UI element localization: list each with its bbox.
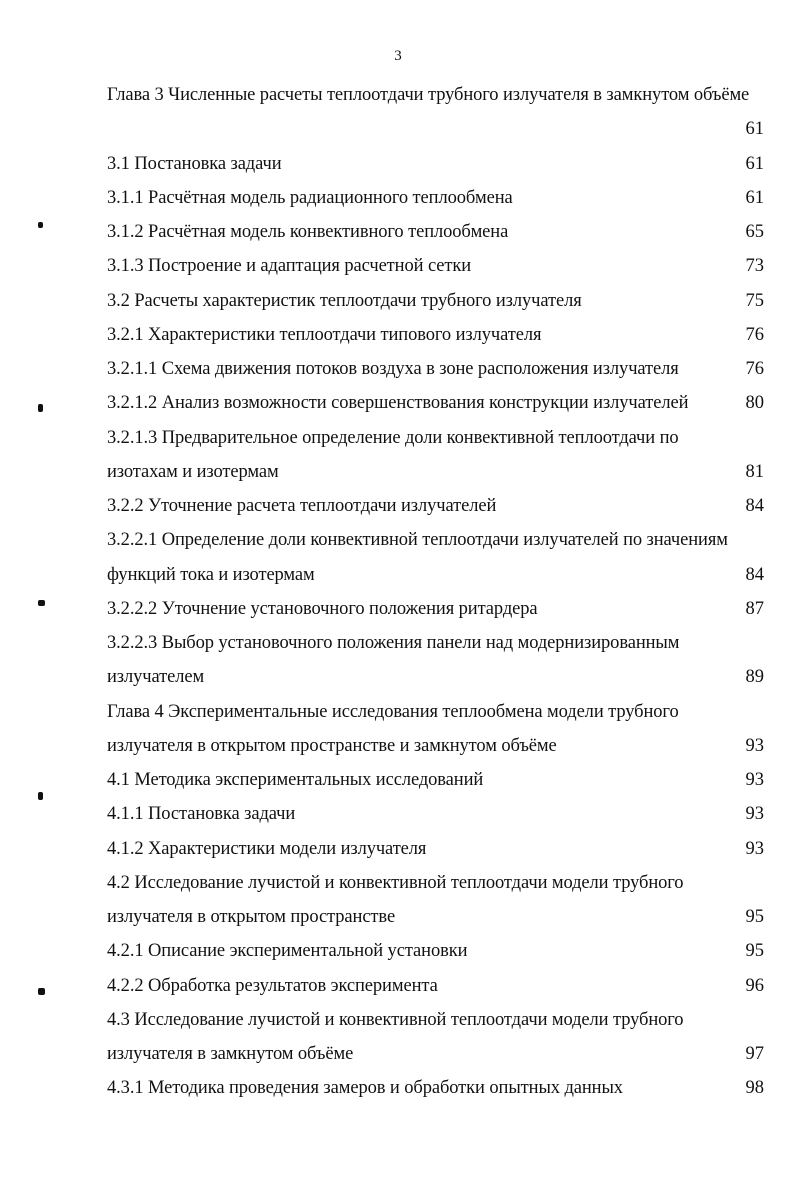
toc-entry-page: 80 [745,393,764,414]
toc-entry-text: 4.2.2 Обработка результатов эксперимента [107,975,438,996]
toc-entry-page: 84 [745,564,764,585]
toc-entry-text: 3.2 Расчеты характеристик теплоотдачи трубного излучателя [107,290,582,311]
toc-entry-page: 95 [745,941,764,962]
toc-entry-text: 3.2.2 Уточнение расчета теплоотдачи излучателей [107,496,497,516]
toc-entry-text: 4.3.1 Методика проведения замеров и обработки опытных данных [107,1078,623,1099]
toc-entry-text: функций тока и изотермам [107,564,315,585]
toc-entry-page: 61 [745,187,764,208]
toc-entry-page: 61 [745,119,764,140]
scan-mark [38,600,45,606]
toc-entry-page: 65 [745,222,764,242]
toc-entry-page: 73 [745,256,764,277]
toc-entry-page: 87 [745,598,764,619]
toc-entry-text: 4.1.1 Постановка задачи [107,804,296,825]
toc-entry-text: 3.2.2.2 Уточнение установочного положения ритардера [107,598,538,619]
toc-entry-text: излучателя в замкнутом объёме [107,1044,354,1064]
toc-entry-text: 3.1.3 Построение и адаптация расчетной сетки [107,256,472,277]
toc-entry-page: 93 [745,735,764,756]
toc-entry-text: излучателем [107,667,205,688]
toc-entry-text: 4.1.2 Характеристики модели излучателя [107,838,427,859]
toc-entry-page: 95 [745,907,764,927]
toc-entry-text: 3.2.2.1 Определение доли конвективной теплоотдачи излучателей по значениям [107,530,728,551]
toc-entry-page: 61 [745,153,764,174]
page-number: 3 [394,48,402,64]
toc-entry-page: 98 [745,1078,764,1099]
toc-entry-text: 3.2.2.3 Выбор установочного положения панели над модернизированным [107,633,680,653]
toc-entry-page: 76 [745,359,764,379]
toc-entry-text: 3.2.1.1 Схема движения потоков воздуха в зоне расположения излучателя [107,359,679,379]
scan-mark [38,404,43,412]
toc-entry-page: 75 [745,290,764,311]
toc-entry-text: 4.2 Исследование лучистой и конвективной теплоотдачи модели трубного [107,872,684,893]
toc-entry-text: 3.2.1.3 Предварительное определение доли конвективной теплоотдачи по [107,427,679,448]
toc-entry-text: изотахам и изотермам [107,461,279,482]
toc-entry-text: излучателя в открытом пространстве [107,907,396,927]
toc-entry-page: 96 [745,975,764,996]
toc-entry-page: 97 [745,1044,764,1064]
toc-entry-text: 3.2.1 Характеристики теплоотдачи типового излучателя [107,324,542,345]
toc-entry-text: 4.2.1 Описание экспериментальной установки [107,941,468,962]
toc-entry-text: Глава 3 Численные расчеты теплоотдачи трубного излучателя в замкнутом объёме [107,85,750,105]
toc-entry-text: 3.2.1.2 Анализ возможности совершенствования конструкции излучателей [107,393,689,414]
scan-mark [38,988,45,995]
toc-entry-text: 3.1.1 Расчётная модель радиационного теплообмена [107,187,513,208]
toc-entry-text: 3.1 Постановка задачи [107,153,282,174]
scan-mark [38,792,43,800]
toc-entry-text: Глава 4 Экспериментальные исследования теплообмена модели трубного [107,701,679,722]
toc-entry-text: 3.1.2 Расчётная модель конвективного теплообмена [107,222,509,242]
toc-entry-page: 93 [745,838,764,859]
toc-entry-text: 4.1 Методика экспериментальных исследований [107,770,484,790]
toc-entry-text: излучателя в открытом пространстве и замкнутом объёме [107,735,557,756]
toc-entry-page: 76 [745,324,764,345]
toc-entry-page: 93 [745,804,764,825]
scan-mark [38,222,43,228]
toc-entry-page: 81 [745,461,764,482]
toc-entry-page: 84 [745,496,764,516]
toc-entry-text: 4.3 Исследование лучистой и конвективной теплоотдачи модели трубного [107,1009,684,1030]
toc-entry-page: 89 [745,667,764,688]
toc-entry-page: 93 [745,770,764,790]
